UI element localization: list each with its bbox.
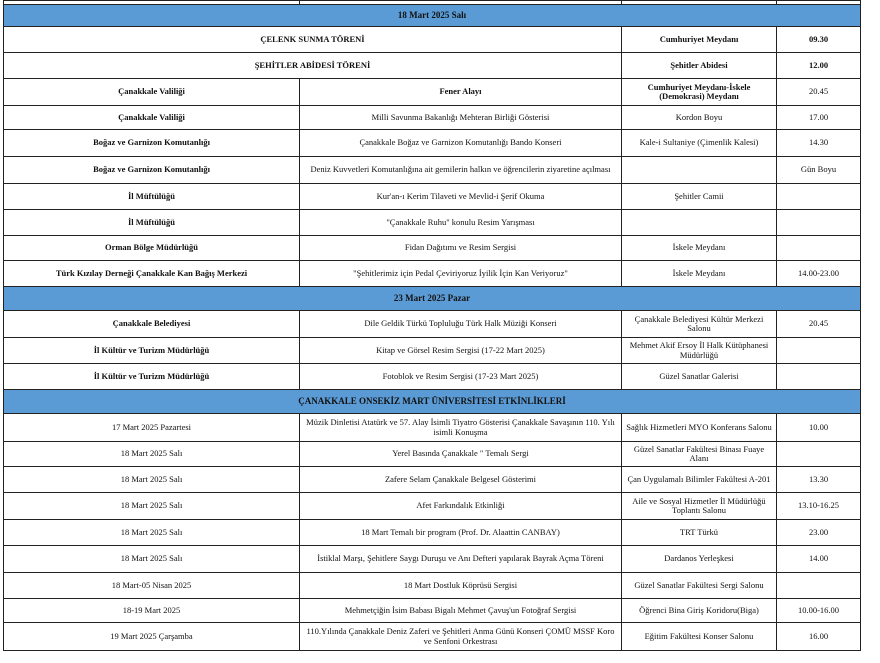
time-cell (777, 573, 861, 599)
date-cell: 18 Mart-05 Nisan 2025 (4, 573, 300, 599)
date-cell: 18 Mart 2025 Salı (4, 546, 300, 573)
activity-cell: Dile Geldik Türkü Topluluğu Türk Halk Müziği Konseri (300, 311, 622, 338)
ceremony-row (4, 53, 861, 79)
activity-cell: Kitap ve Görsel Resim Sergisi (17-22 Mart 2025) (300, 338, 622, 364)
table-row (4, 520, 861, 546)
location-cell: Güzel Sanatlar Fakültesi Sergi Salonu (622, 573, 777, 599)
table-row (4, 364, 861, 390)
time-cell: 10.00-16.00 (777, 599, 861, 623)
activity-cell: Müzik Dinletisi Atatürk ve 57. Alay İsimli Tiyatro Gösterisi Çanakkale Savaşının 110. Yılı isimli Konuşma (300, 414, 622, 442)
time-cell: 20.45 (777, 79, 861, 106)
time-cell (777, 338, 861, 364)
time-cell (777, 236, 861, 261)
time-cell: 20.45 (777, 311, 861, 338)
location-cell: Kordon Boyu (622, 106, 777, 130)
location-cell: Sağlık Hizmetleri MYO Konferans Salonu (622, 414, 777, 442)
organizer-cell: Çanakkale Valiliği (4, 106, 300, 130)
location-cell: Güzel Sanatlar Fakültesi Binası Fuaye Alanı (622, 442, 777, 467)
activity-cell: Deniz Kuvvetleri Komutanlığına ait gemilerin halkın ve öğrencilerin ziyaretine açılması (300, 157, 622, 184)
activity-cell: Yerel Basında Çanakkale " Temalı Sergi (300, 442, 622, 467)
organizer-cell: Türk Kızılay Derneği Çanakkale Kan Bağış Merkezi (4, 261, 300, 287)
ceremony-title: ÇELENK SUNMA TÖRENİ (4, 27, 622, 53)
activity-cell: Mehmetçiğin İsim Babası Bigalı Mehmet Çavuş'un Fotoğraf Sergisi (300, 599, 622, 623)
table-row (4, 546, 861, 573)
table-row (4, 573, 861, 599)
organizer-cell: Orman Bölge Müdürlüğü (4, 236, 300, 261)
time-cell: 12.00 (777, 53, 861, 79)
section-header-row (4, 5, 861, 27)
activity-cell: 18 Mart Temalı bir program (Prof. Dr. Alaattin CANBAY) (300, 520, 622, 546)
activity-cell: Fotoblok ve Resim Sergisi (17-23 Mart 2025) (300, 364, 622, 390)
time-cell: 10.00 (777, 414, 861, 442)
location-cell: Aile ve Sosyal Hizmetler İl Müdürlüğü Toplantı Salonu (622, 493, 777, 520)
location-cell: Cumhuriyet Meydanı (622, 27, 777, 53)
table-row (4, 184, 861, 210)
activity-cell: Kur'an-ı Kerim Tilaveti ve Mevlid-i Şerif Okuma (300, 184, 622, 210)
time-cell: 13.30 (777, 467, 861, 493)
table-row (4, 157, 861, 184)
organizer-cell: İl Müftülüğü (4, 184, 300, 210)
activity-cell: 110.Yılında Çanakkale Deniz Zaferi ve Şehitleri Anma Günü Konseri ÇOMÜ MSSF Koro ve Senfoni Orkestrası (300, 623, 622, 651)
activity-cell: 18 Mart Dostluk Köprüsü Sergisi (300, 573, 622, 599)
time-cell (777, 442, 861, 467)
time-cell: Gün Boyu (777, 157, 861, 184)
location-cell: Cumhuriyet Meydanı-İskele (Demokrasi) Meydanı (622, 79, 777, 106)
table-row (4, 79, 861, 106)
location-cell: Şehitler Camii (622, 184, 777, 210)
time-cell: 14.30 (777, 130, 861, 157)
date-cell: 18-19 Mart 2025 (4, 599, 300, 623)
date-cell: 17 Mart 2025 Pazartesi (4, 414, 300, 442)
organizer-cell: Boğaz ve Garnizon Komutanlığı (4, 130, 300, 157)
table-row (4, 210, 861, 236)
table-row (4, 106, 861, 130)
location-cell: İskele Meydanı (622, 236, 777, 261)
ceremony-row (4, 27, 861, 53)
activity-cell: Fener Alayı (300, 79, 622, 106)
activity-cell: Afet Farkındalık Etkinliği (300, 493, 622, 520)
table-row (4, 130, 861, 157)
time-cell (777, 364, 861, 390)
location-cell: İskele Meydanı (622, 261, 777, 287)
table-row (4, 623, 861, 651)
activity-cell: İstiklal Marşı, Şehitlere Saygı Duruşu ve Anı Defteri yapılarak Bayrak Açma Töreni (300, 546, 622, 573)
date-cell: 19 Mart 2025 Çarşamba (4, 623, 300, 651)
time-cell (777, 210, 861, 236)
section-header-row (4, 287, 861, 311)
activity-cell: Fidan Dağıtımı ve Resim Sergisi (300, 236, 622, 261)
date-cell: 18 Mart 2025 Salı (4, 520, 300, 546)
table-row (4, 442, 861, 467)
time-cell: 14.00 (777, 546, 861, 573)
location-cell (622, 210, 777, 236)
location-cell: Öğrenci Bina Giriş Koridoru(Biga) (622, 599, 777, 623)
activity-cell: "Şehitlerimiz için Pedal Çeviriyoruz İyilik İçin Kan Veriyoruz" (300, 261, 622, 287)
event-schedule-table (3, 0, 861, 651)
table-body (4, 1, 861, 651)
organizer-cell: Çanakkale Valiliği (4, 79, 300, 106)
section-title: ÇANAKKALE ONSEKİZ MART ÜNİVERSİTESİ ETKİNLİKLERİ (4, 390, 861, 414)
location-cell: Dardanos Yerleşkesi (622, 546, 777, 573)
location-cell: Kale-i Sultaniye (Çimenlik Kalesi) (622, 130, 777, 157)
table-row (4, 599, 861, 623)
time-cell: 23.00 (777, 520, 861, 546)
organizer-cell: Çanakkale Belediyesi (4, 311, 300, 338)
location-cell (622, 157, 777, 184)
location-cell: Çan Uygulamalı Bilimler Fakültesi A-201 (622, 467, 777, 493)
organizer-cell: Boğaz ve Garnizon Komutanlığı (4, 157, 300, 184)
time-cell: 17.00 (777, 106, 861, 130)
time-cell: 16.00 (777, 623, 861, 651)
time-cell (777, 184, 861, 210)
location-cell: TRT Türkü (622, 520, 777, 546)
location-cell: Eğitim Fakültesi Konser Salonu (622, 623, 777, 651)
table-row (4, 261, 861, 287)
table-row (4, 467, 861, 493)
section-title: 18 Mart 2025 Salı (4, 5, 861, 27)
table-row (4, 338, 861, 364)
time-cell: 09.30 (777, 27, 861, 53)
section-title: 23 Mart 2025 Pazar (4, 287, 861, 311)
table-row (4, 236, 861, 261)
table-row (4, 311, 861, 338)
location-cell: Şehitler Abidesi (622, 53, 777, 79)
organizer-cell: İl Müftülüğü (4, 210, 300, 236)
table-row (4, 493, 861, 520)
date-cell: 18 Mart 2025 Salı (4, 442, 300, 467)
organizer-cell: İl Kültür ve Turizm Müdürlüğü (4, 338, 300, 364)
activity-cell: Zafere Selam Çanakkale Belgesel Gösterimi (300, 467, 622, 493)
activity-cell: Çanakkale Boğaz ve Garnizon Komutanlığı Bando Konseri (300, 130, 622, 157)
activity-cell: Milli Savunma Bakanlığı Mehteran Birliği Gösterisi (300, 106, 622, 130)
time-cell: 14.00-23.00 (777, 261, 861, 287)
table-row (4, 414, 861, 442)
location-cell: Mehmet Akif Ersoy İl Halk Kütüphanesi Müdürlüğü (622, 338, 777, 364)
ceremony-title: ŞEHİTLER ABİDESİ TÖRENİ (4, 53, 622, 79)
section-header-row (4, 390, 861, 414)
date-cell: 18 Mart 2025 Salı (4, 467, 300, 493)
location-cell: Çanakkale Belediyesi Kültür Merkezi Salonu (622, 311, 777, 338)
organizer-cell: İl Kültür ve Turizm Müdürlüğü (4, 364, 300, 390)
location-cell: Güzel Sanatlar Galerisi (622, 364, 777, 390)
date-cell: 18 Mart 2025 Salı (4, 493, 300, 520)
activity-cell: "Çanakkale Ruhu" konulu Resim Yarışması (300, 210, 622, 236)
time-cell: 13.10-16.25 (777, 493, 861, 520)
